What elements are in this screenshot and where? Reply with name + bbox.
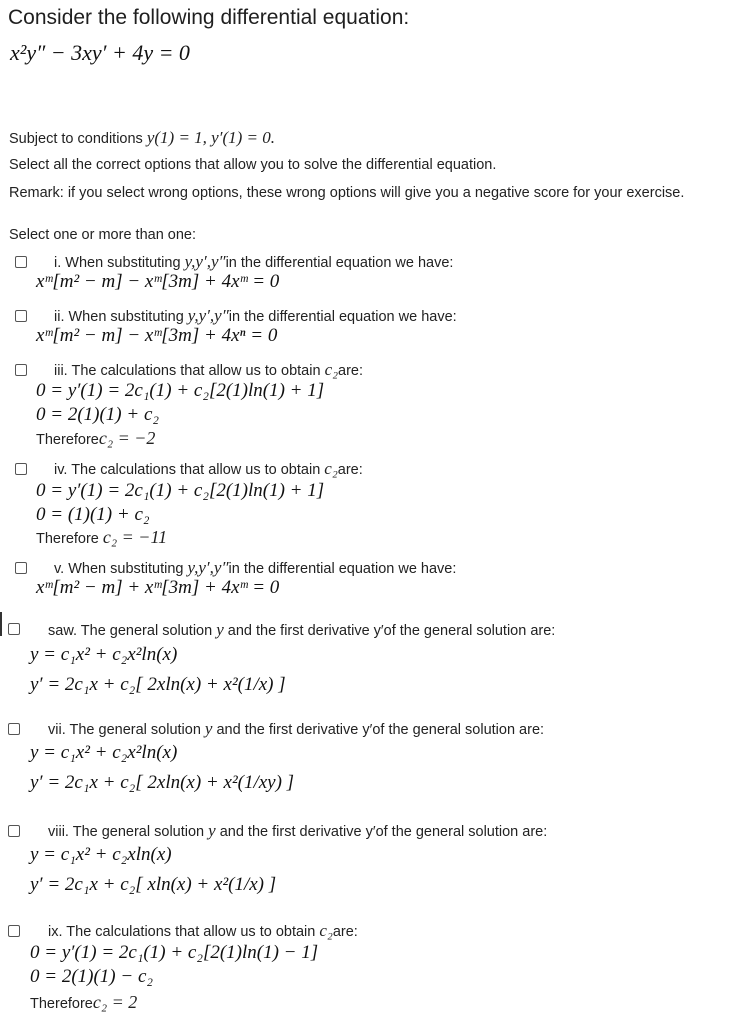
option-ii-text-math: y,y′,y″	[187, 306, 229, 325]
option-v-checkbox[interactable]	[15, 562, 27, 574]
option-vi-text-after: and the first derivative y′of the general solution are:	[223, 623, 556, 639]
conditions-prefix: Subject to conditions	[9, 131, 143, 147]
option-iv-text-after: are:	[337, 462, 363, 478]
option-viii-line-1: y = c₁x² + c₂xln(x)	[30, 844, 172, 865]
option-vii-text-after: and the first derivative y′of the general solution are:	[212, 722, 545, 738]
option-iii-label[interactable]	[54, 360, 363, 380]
option-iv-text: iv. The calculations that allow us to obtain	[54, 462, 325, 478]
option-ix-text: ix. The calculations that allow us to obtain	[48, 924, 320, 940]
option-ix-therefore	[30, 992, 137, 1013]
option-ix-therefore-math: c₂ = 2	[92, 992, 138, 1012]
option-iv-therefore-math: c₂ = −11	[102, 527, 168, 547]
option-viii-label[interactable]	[48, 821, 547, 841]
main-equation: x²y″ − 3xy′ + 4y = 0	[10, 40, 190, 65]
option-vi-text-math: y	[216, 620, 224, 639]
option-vii-line-2: y′ = 2c₁x + c₂[ 2xln(x) + x²(1/xy) ]	[30, 772, 295, 793]
option-viii-text-after: and the first derivative y′of the general solution are:	[215, 824, 548, 840]
question-title: Consider the following differential equation:	[8, 6, 410, 29]
option-iii-checkbox[interactable]	[15, 364, 27, 376]
option-v-text-after: in the differential equation we have:	[228, 561, 457, 577]
option-iv-line-1: 0 = y′(1) = 2c₁(1) + c₂[2(1)ln(1) + 1]	[36, 480, 325, 501]
option-ix-line-1: 0 = y′(1) = 2c₁(1) + c₂[2(1)ln(1) − 1]	[30, 942, 319, 963]
option-vi-label[interactable]	[48, 620, 555, 640]
option-iii-text-math: c₂	[324, 360, 339, 379]
instruction-text: Select all the correct options that allow you to solve the differential equation.	[9, 157, 497, 173]
option-iii-line-2: 0 = 2(1)(1) + c₂	[36, 404, 159, 425]
option-i-line-1: xᵐ[m² − m] − xᵐ[3m] + 4xᵐ = 0	[36, 271, 280, 292]
option-iii-therefore-label: Therefore	[36, 432, 99, 448]
option-vii-label[interactable]	[48, 719, 544, 739]
option-i-text-math: y,y′,y″	[184, 252, 226, 271]
option-vii-text: vii. The general solution	[48, 722, 205, 738]
option-iv-label[interactable]	[54, 459, 363, 479]
option-ix-checkbox[interactable]	[8, 925, 20, 937]
option-ix-label[interactable]	[48, 921, 358, 941]
select-prompt: Select one or more than one:	[9, 227, 197, 243]
option-ix-line-2: 0 = 2(1)(1) − c₂	[30, 966, 153, 987]
option-viii-text-math: y	[208, 821, 216, 840]
option-v-line-1: xᵐ[m² − m] + xᵐ[3m] + 4xᵐ = 0	[36, 577, 280, 598]
option-vii-line-1: y = c₁x² + c₂x²ln(x)	[30, 742, 178, 763]
option-ix-therefore-label: Therefore	[30, 996, 93, 1012]
option-iii-text-after: are:	[338, 363, 364, 379]
option-iii-therefore-math: c₂ = −2	[98, 428, 156, 448]
option-iv-checkbox[interactable]	[15, 463, 27, 475]
option-i-checkbox[interactable]	[15, 256, 27, 268]
option-ii-label[interactable]	[54, 306, 457, 326]
remark-text: Remark: if you select wrong options, these wrong options will give you a negative score for your exercise.	[9, 185, 685, 201]
option-v-label[interactable]	[54, 558, 456, 578]
option-vii-text-math: y	[204, 719, 213, 738]
option-vi-text: saw. The general solution	[48, 623, 217, 639]
option-iii-text: iii. The calculations that allow us to obtain	[54, 363, 325, 379]
option-ix-text-after: are:	[332, 924, 358, 940]
conditions-text	[9, 128, 275, 148]
focus-indicator	[0, 612, 2, 636]
option-viii-text: viii. The general solution	[48, 824, 209, 840]
option-ii-text-after: in the differential equation we have:	[228, 309, 457, 325]
option-viii-checkbox[interactable]	[8, 825, 20, 837]
option-viii-line-2: y′ = 2c₁x + c₂[ xln(x) + x²(1/x) ]	[30, 874, 277, 895]
option-vi-checkbox[interactable]	[8, 623, 20, 635]
conditions-math: y(1) = 1, y′(1) = 0.	[146, 128, 275, 147]
option-iii-line-1: 0 = y′(1) = 2c₁(1) + c₂[2(1)ln(1) + 1]	[36, 380, 325, 401]
option-i-text: i. When substituting	[54, 255, 185, 271]
option-iv-text-math: c₂	[324, 459, 338, 478]
option-i-label[interactable]	[54, 252, 453, 272]
option-iv-therefore	[36, 527, 167, 548]
option-ii-checkbox[interactable]	[15, 310, 27, 322]
option-ii-text: ii. When substituting	[54, 309, 188, 325]
option-iv-line-2: 0 = (1)(1) + c₂	[36, 504, 150, 525]
option-ix-text-math: c₂	[319, 921, 333, 940]
option-v-text: v. When substituting	[54, 561, 188, 577]
option-vii-checkbox[interactable]	[8, 723, 20, 735]
option-vi-line-1: y = c₁x² + c₂x²ln(x)	[30, 644, 178, 665]
option-v-text-math: y,y′,y″	[187, 558, 229, 577]
option-iv-therefore-label: Therefore	[36, 531, 103, 547]
option-vi-line-2: y′ = 2c₁x + c₂[ 2xln(x) + x²(1/x) ]	[30, 674, 286, 695]
option-iii-therefore	[36, 428, 155, 449]
option-ii-line-1: xᵐ[m² − m] − xᵐ[3m] + 4xⁿ = 0	[36, 325, 278, 346]
option-i-text-after: in the differential equation we have:	[225, 255, 454, 271]
